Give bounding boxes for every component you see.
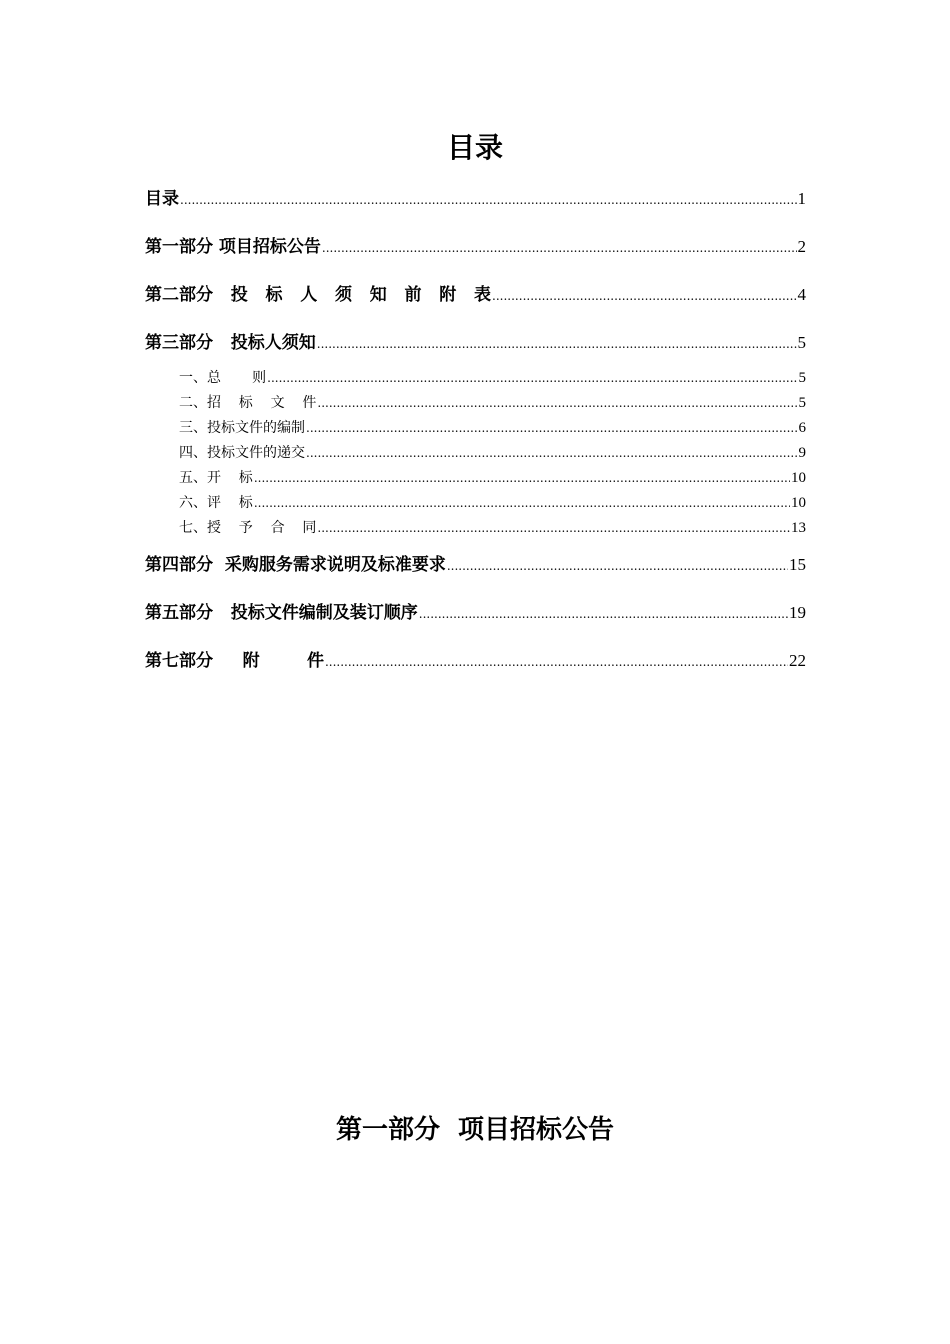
toc-dot-leader [447,553,788,579]
toc-subentry-tender-docs[interactable] [179,393,806,413]
toc-subentry-bid-submission[interactable] [179,443,806,463]
toc-subentry-general[interactable] [179,368,806,388]
toc-page-number: 4 [797,285,806,304]
toc-page-number: 15 [789,555,806,574]
toc-page-number: 2 [797,237,806,256]
toc-dot-leader [254,468,790,488]
toc-entry-part-7[interactable] [145,648,806,674]
toc-page-number: 6 [798,420,806,436]
toc-dot-leader [317,393,797,413]
toc-subentry-bid-opening[interactable] [179,468,806,488]
toc-page-number: 19 [789,603,806,622]
toc-dot-leader [492,283,796,309]
toc-entry-label: 第四部分 采购服务需求说明及标准要求 [145,555,446,575]
toc-dot-leader [419,601,788,627]
toc-subentry-bid-evaluation[interactable] [179,493,806,513]
toc-page-number: 10 [791,470,806,486]
toc-entry-label: 目录 [145,189,179,209]
toc-entry-part-5[interactable] [145,600,806,626]
toc-subentry-bid-preparation[interactable] [179,418,806,438]
section-heading: 第一部分 项目招标公告 [335,1115,615,1145]
toc-entry-label: 第二部分 投 标 人 须 知 前 附 表 [145,285,492,305]
toc-entry-label: 第七部分 附 件 [145,651,324,671]
toc-dot-leader [317,518,790,538]
toc-page-number: 22 [789,651,806,670]
toc-entry-label: 五、开 标 [179,470,253,486]
toc-entry-part-2[interactable] [145,282,806,308]
toc-entry-label: 第三部分 投标人须知 [145,333,316,353]
toc-dot-leader [267,368,797,388]
toc-dot-leader [180,187,797,213]
page-title: 目录 [446,131,503,164]
toc-page-number: 10 [791,495,806,511]
toc-entry-label: 四、投标文件的递交 [179,445,305,461]
toc-page-number: 9 [798,445,806,461]
toc-dot-leader [254,493,790,513]
toc-page-number: 1 [797,189,806,208]
toc-dot-leader [325,649,788,675]
toc-entry-part-1[interactable] [145,234,806,260]
toc-entry-label: 二、招 标 文 件 [179,395,317,411]
toc-entry-label: 七、授 予 合 同 [179,520,317,536]
toc-dot-leader [306,443,798,463]
toc-dot-leader [306,418,798,438]
toc-entry-part-3[interactable] [145,330,806,356]
toc-entry-label: 一、总 则 [179,370,267,386]
toc-page-number: 5 [798,370,806,386]
toc-entry-part-4[interactable] [145,552,806,578]
toc-entry-label: 三、投标文件的编制 [179,420,305,436]
toc-page-number: 13 [791,520,806,536]
toc-entry-label: 第五部分 投标文件编制及装订顺序 [145,603,418,623]
toc-subentry-contract-award[interactable] [179,518,806,538]
toc-dot-leader [322,235,797,261]
toc-entry-label: 第一部分 项目招标公告 [145,237,321,257]
toc-entry-label: 六、评 标 [179,495,253,511]
toc-entry-contents[interactable] [145,186,806,212]
toc-page-number: 5 [798,395,806,411]
toc-dot-leader [317,331,797,357]
toc-page-number: 5 [797,333,806,352]
